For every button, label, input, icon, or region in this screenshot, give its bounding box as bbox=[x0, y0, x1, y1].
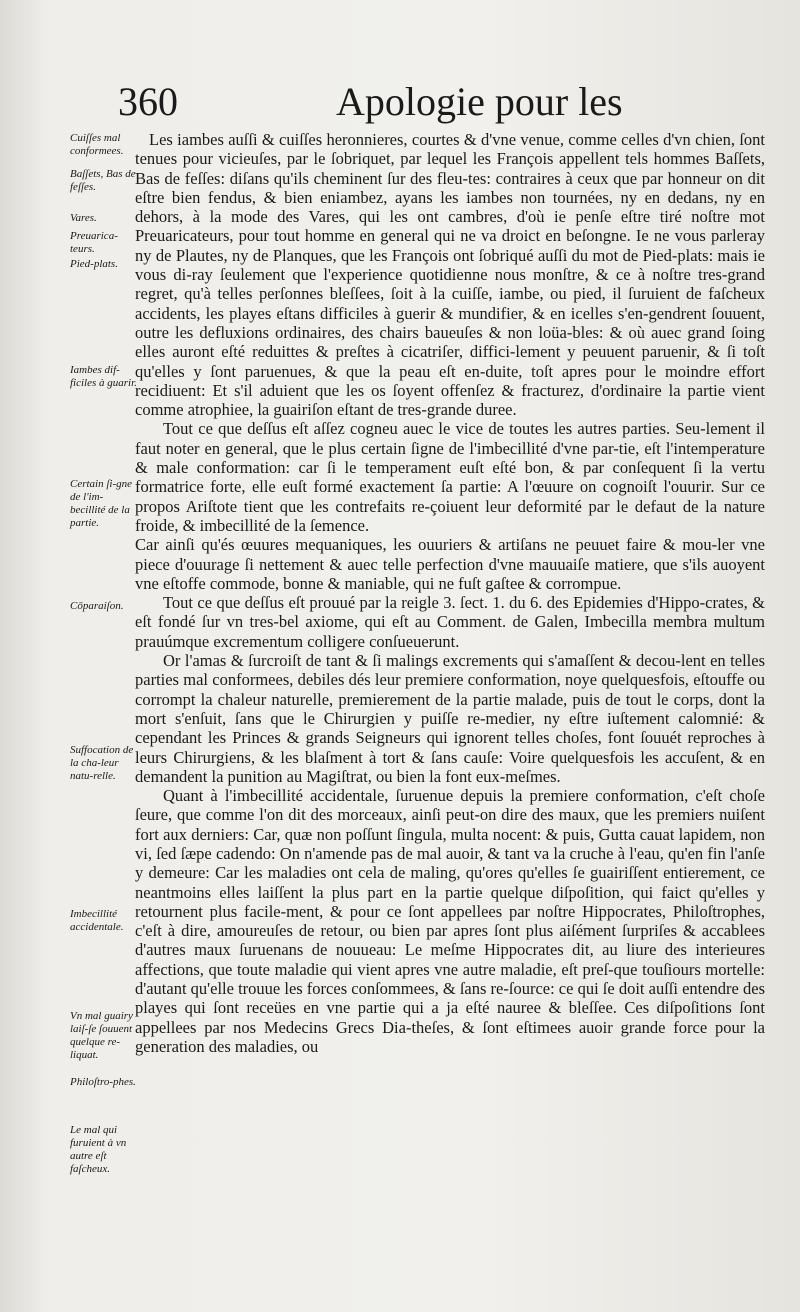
paragraph: Tout ce que deſſus eſt aſſez cogneu auec le vice de toutes les autres parties. Seu-lement il faut noter en general, que le plus certain ſigne de l'imbecillité d'vne par-tie, eſt l'intemperature & male conformation: car ſi le temperament euſt eſté bon, & par conſequent ſi la vertu formatrice forte, elle euſt formé exactement ſa partie: A l'œuure on cognoiſt l'ouurir. Sur ce propos Ariſtote tient que les contrefaits re-çoiuent leur deformité par le defaut de la nature froide, & imbecillité de la ſemence. bbox=[135, 419, 765, 535]
marginal-note: Iambes dif-ficiles à guarir. bbox=[70, 364, 137, 389]
marginal-note: Certain ſi-gne de l'im-becillité de la partie. bbox=[70, 478, 133, 529]
page-number: 360 bbox=[118, 79, 178, 124]
paragraph: Les iambes auſſi & cuiſſes heronnieres, courtes & d'vne venue, comme celles d'vn chien, ſont tenues pour vicieuſes, par le ſobriquet, par lequel les François appellent tels hommes Baſſets, Bas de feſſes: diſans qu'ils cheminent ſur des fleu-tes: contraires à ceux que par honneur on dit eſtre bien fendus, & bien eniambez, ayans les iambes non tournées, ny en dedans, ny en dehors, à la mode des Vares, qui les ont cambres, d'où ie penſe eſtre tiré noſtre mot Preuaricateurs, pour tout homme en general qui ne va droict en beſongne. Ie ne vous parleray ny de Plautes, ny de Planques, que les François ont ſobriqué auſſi du mot de Pied-plats: mais ie vous di-ray ſeulement que l'experience quotidienne nous monſtre, & ce à noſtre tres-grand regret, qu'à telles perſonnes bleſſees, ſoit à la cuiſſe, iambe, ou pied, il ſuruient de faſcheux accidents, les playes eſtans difficiles à guerir & mundifier, & en icelles s'en-gendrent ſouuent, outre les defluxions ordinaires, des chairs baueuſes & non loüa-bles: & où auec grand ſoing elles auront eſté reduittes & preſtes à cicatriſer, diffici-lement y peuuent paruenir, & ſi toſt qu'elles y ſont paruenues, & que la peau eſt en-duite, toſt apres pour le moindre effort recidiuent: Et s'il aduient que les os ſoyent offenſez & fracturez, d'ordinaire la partie vient comme atrophiee, la guairiſon eſtant de tres-grande duree. bbox=[135, 130, 765, 420]
running-title: Apologie pour les bbox=[336, 79, 623, 124]
paragraph: Car ainſi qu'és œuures mequaniques, les ouuriers & artiſans ne peuuet faire & mou-ler vne piece d'ouurage ſi nettement & auec telle perfection d'vne mauuaiſe matiere, que s'ils auoyent vne eſtoffe commode, bonne & maniable, qui ne fuſt gaſtee & corrompue. bbox=[135, 535, 765, 593]
marginal-note: Cōparaiſon. bbox=[70, 600, 124, 612]
marginal-note: Vn mal guairy laiſ-ſe ſouuent quelque re-liquat. bbox=[70, 1010, 133, 1061]
marginal-note: Suffocation de la cha-leur natu-relle. bbox=[70, 744, 134, 782]
marginal-note: Baſſets, Bas de feſſes. bbox=[70, 168, 136, 193]
marginal-note: Cuiſſes mal conformees. bbox=[70, 132, 124, 157]
paragraph: Quant à l'imbecillité accidentale, ſuruenue depuis la premiere conformation, c'eſt choſe ſeure, que comme l'on dit des morceaux, ainſi peut-on dire des maux, que les premiers nuiſent fort aux derniers: Car, quæ non poſſunt ſingula, multa nocent: & puis, Gutta cauat lapidem, non vi, ſed ſæpe cadendo: On n'amende pas de mal auoir, & tant va la cruche à l'eau, qu'en fin l'anſe y demeure: Car les maladies ont cela de maling, qu'ores qu'elles ſe guairiſſent entierement, ce neantmoins elles laiſſent la plus part en la partie quelque diſpoſition, qui faict qu'elles y retournent plus facile-ment, & pour ce ſont appellees par noſtre Hippocrates, Philoſtrophes, c'eſt à dire, amoureuſes de retour, ou bien par apres ſont plus aiſément ſurpriſes & accablees d'autres maux ſuruenans de nouueau: Le meſme Hippocrates dit, au liure des interieures affections, que toute maladie qui vient apres vne autre maladie, eſt preſ-que touſiours mortelle: d'autant qu'elle trouue les forces conſommees, & ſans re-ſource: ce qui ſe doit auſſi entendre des playes qui ſont receües en vne partie qui a ja eſté nauree & bleſſee. Ces diſpoſitions ſont appellees par nos Medecins Grecs Dia-theſes, & ſont eſtimees auoir grande force pour la generation des maladies, ou bbox=[135, 786, 765, 1056]
paragraph: Tout ce que deſſus eſt prouué par la reigle 3. ſect. 1. du 6. des Epidemies d'Hippo-crates, & eſt fondé ſur vn tres-bel axiome, qui eſt au Comment. de Galen, Imbecilla membra multum prauúmque excrementum colligere conſueuerunt. bbox=[135, 593, 765, 651]
marginal-note: Imbecillité accidentale. bbox=[70, 908, 124, 933]
page-header bbox=[118, 80, 758, 130]
marginal-note: Preuarica-teurs. bbox=[70, 230, 118, 255]
marginal-note: Pied-plats. bbox=[70, 258, 118, 270]
marginal-note: Le mal qui furuient à vn autre eſt faſcheux. bbox=[70, 1124, 127, 1175]
body-text bbox=[135, 130, 765, 1056]
marginal-note: Vares. bbox=[70, 212, 97, 224]
paragraph: Or l'amas & ſurcroiſt de tant & ſi malings excrements qui s'amaſſent & decou-lent en telles parties mal conformees, debiles dés leur premiere conformation, noye quelquesfois, eſtouffe ou corrompt la chaleur naturelle, premierement de la partie malade, puis de tout le corps, dont la mort s'enſuit, ſans que le Chirurgien y puiſſe re-medier, ny eſtre iuſtement calomnié: & cependant les Princes & grands Seigneurs qui ignorent telles choſes, font ſouuét reproches à leurs Chirurgiens, & les blaſment à tort & ſans cauſe: Voire quelquesfois les accuſent, & en demandent la punition au Magiſtrat, ou bien la font eux-meſmes. bbox=[135, 651, 765, 786]
marginal-note: Philoſtro-phes. bbox=[70, 1076, 136, 1088]
